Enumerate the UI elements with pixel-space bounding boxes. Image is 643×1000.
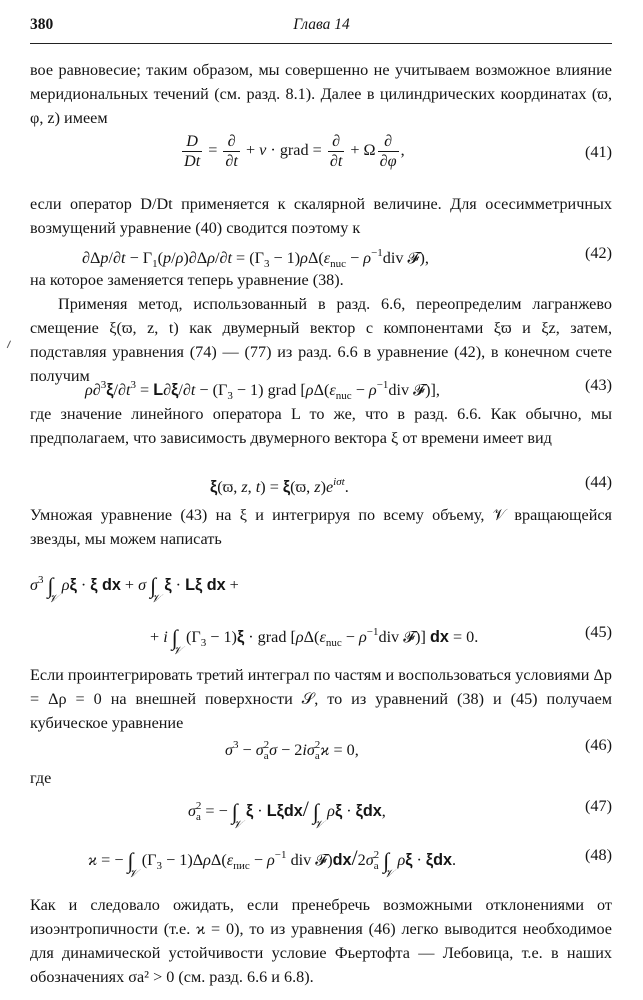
equation-46 — [30, 733, 612, 762]
equation-47-body: $\sigma_a^2$ = − $\int_𝒱$ ξ · Lξdx/ $\int_𝒱$ ρξ · ξdx, — [188, 796, 386, 831]
paragraph-3: на которое заменяется теперь уравнение (38). — [30, 271, 344, 289]
equation-43-number: (43) — [585, 376, 612, 394]
equation-45a-body: $\sigma^3$ $\int_𝒱$ ρξ · ξ dx + σ $\int_𝒱$ ξ · Lξ dx + — [30, 573, 239, 605]
equation-47 — [30, 794, 612, 831]
equation-47-number: (47) — [585, 797, 612, 815]
equation-44-body: ξ(ϖ, z, t) = ξ(ϖ, $z)e^{i\sigma t}$. — [210, 476, 349, 496]
paragraph-4: Применяя метод, использованный в разд. 6.6, переопределим лагранжево смещение ξ(ϖ, z, t) как двумерный вектор с компонентами ξϖ и ξz, затем, подставляя уравнения (74) — (77) из разд. 6.6 в уравнение (42), в конечном счете получим — [30, 295, 612, 385]
equation-45-line-1 — [30, 568, 612, 605]
equation-42 — [30, 241, 612, 270]
page-number: 380 — [30, 16, 54, 33]
equation-43 — [30, 373, 612, 402]
equation-43-body: $\rho\partial^3\xi/\partial t^3 = L\partial\xi/\partial t - (\Gamma_3 - 1)$ grad [$\rho\Delta(\varepsilon_{nuc} - \rho^{-1}div$ 𝓕)], — [85, 379, 440, 402]
equation-46-number: (46) — [585, 736, 612, 754]
paragraph-5: где значение линейного оператора L то же, что в разд. 6.6. Как обычно, мы предполагаем, что зависимость двумерного вектора ξ от времени имеет вид — [30, 405, 612, 447]
equation-41 — [30, 132, 612, 170]
equation-48 — [30, 843, 612, 880]
equation-45-line-2 — [30, 620, 612, 657]
equation-45-number: (45) — [585, 623, 612, 641]
paragraph-8: где — [30, 769, 52, 787]
equation-48-body: ϰ = − $\int_𝒱$ $(\Gamma_3 - 1)\Delta\rho\Delta(\varepsilon_{пис} - \rho^{-1}$ div $𝓕)dx/2\sigma_a^2$ $\int_𝒱$ ρξ · ξdx. — [88, 845, 457, 880]
equation-45b-body: + i $\int_𝒱$ $(\Gamma_3 - 1)\xi$ · grad [$\rho\Delta(\varepsilon_{nuc} - \rho^{-1}div$ 𝓕)] dx = 0. — [150, 625, 479, 657]
paragraph-7: Если проинтегрировать третий интеграл по частям и воспользоваться условиями Δp = Δρ = 0 на внешней поверхности 𝒮, то из уравнений (38) и (45) получаем кубическое уравнение — [30, 666, 612, 732]
equation-44 — [30, 470, 612, 494]
paragraph-1: вое равновесие; таким образом, мы совершенно не учитываем возможное влияние меридиональных течений (см. разд. 8.1). Далее в цилиндрических координатах (ϖ, φ, z) имеем — [30, 61, 612, 127]
equation-42-body: $\partial\Delta p/\partial t - \Gamma_1(p/\rho)\partial\Delta\rho/\partial t = (\Gamma_3 - 1)\rho\Delta(\varepsilon_{nuc} - \rho^{-1}div$ 𝓕), — [82, 247, 429, 270]
equation-42-number: (42) — [585, 244, 612, 262]
equation-48-number: (48) — [585, 846, 612, 864]
equation-46-body: $\sigma^3 - \sigma_a^2\sigma - 2i\sigma_a^2ϰ = 0$, — [225, 739, 359, 762]
equation-41-body: $\frac{D}{Dt}$ = $\frac{\partial}{\partial t}$ + v · grad = $\frac{\partial}{\partial t}$ + Ω $\frac{\partial}{\partial\varphi}$ , — [184, 132, 405, 170]
equation-41-number: (41) — [585, 143, 612, 161]
paragraph-2: если оператор D/Dt применяется к скалярной величине. Для осесимметричных возмущений уравнение (40) сводится поэтому к — [30, 195, 612, 237]
chapter-title: Глава 14 — [293, 16, 350, 33]
margin-mark — [7, 340, 19, 351]
paragraph-9: Как и следовало ожидать, если пренебречь возможными отклонениями от изоэнтропичности (т.е. ϰ = 0), то из уравнения (46) легко выводится необходимое для динамической устойчивости условие Фьертофта — Лебовица, т.е. в наших обозначениях σa² > 0 (см. разд. 6.6 и 6.8). — [30, 896, 612, 986]
paragraph-6: Умножая уравнение (43) на ξ и интегрируя по всему объему, 𝒱 вращающейся звезды, мы можем написать — [30, 506, 612, 548]
equation-44-number: (44) — [585, 473, 612, 491]
header-rule — [30, 43, 612, 44]
